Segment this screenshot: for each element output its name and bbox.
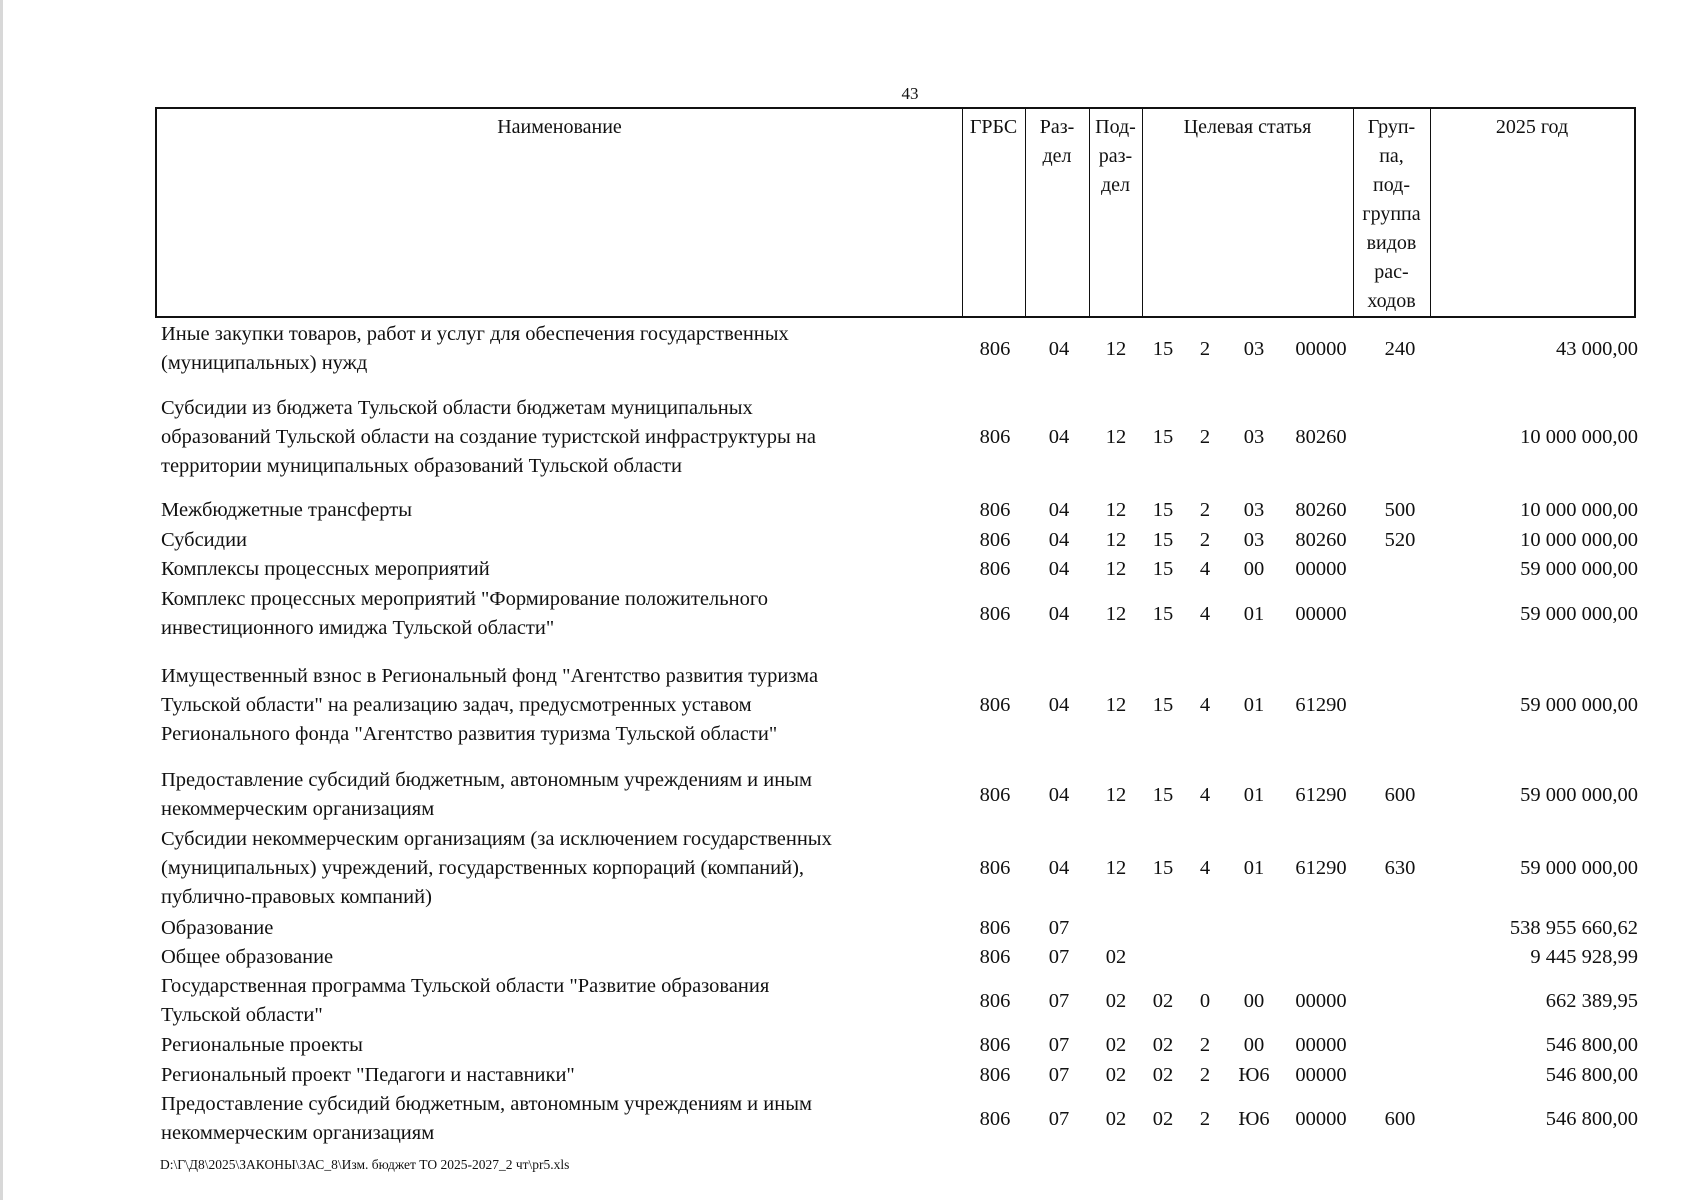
cell-t2: 2 [1199,529,1211,551]
table-row [0,394,1696,481]
cell-amount: 546 800,00 [1545,1107,1638,1130]
cell-grbs: 806 [979,946,1011,968]
cell-rz: 07 [1048,1107,1070,1130]
cell-t2: 2 [1199,1034,1211,1056]
cell-t4: 00000 [1295,337,1347,360]
cell-t3: 01 [1243,694,1265,716]
cell-amount: 59 000 000,00 [1520,857,1638,879]
row-name-line: Тульской области" на реализацию задач, предусмотренных уставом [161,694,752,716]
cell-pr: 02 [1105,1034,1127,1056]
table-row [0,1061,1696,1090]
cell-t4: 00000 [1295,1034,1347,1056]
header-group-line: под- [1373,174,1410,196]
cell-pr: 12 [1105,499,1127,521]
cell-rz: 04 [1048,783,1070,806]
cell-pr: 12 [1105,857,1127,879]
cell-rz: 07 [1048,917,1070,939]
cell-pr: 12 [1105,426,1127,448]
cell-rz: 04 [1048,558,1070,580]
cell-t1: 15 [1152,337,1174,360]
cell-t1: 15 [1152,558,1174,580]
header-group [1353,113,1430,316]
table-row [0,972,1696,1030]
row-name-line: Межбюджетные трансферты [161,499,412,521]
cell-grbs: 806 [979,1107,1011,1130]
table-header [155,107,1636,318]
header-razdel [1025,113,1089,171]
cell-t4: 80260 [1295,426,1347,448]
table-row [0,526,1696,555]
cell-t2: 4 [1199,857,1211,879]
cell-t2: 4 [1199,694,1211,716]
header-razdel-line: дел [1042,145,1072,167]
cell-grbs: 806 [979,1034,1011,1056]
table-row [0,825,1696,912]
cell-pr: 12 [1105,783,1127,806]
cell-vr: 240 [1384,337,1416,360]
cell-grbs: 806 [979,917,1011,939]
cell-vr: 500 [1384,499,1416,521]
cell-rz: 04 [1048,499,1070,521]
row-name [161,555,956,584]
row-name-line: территории муниципальных образований Тульской области [161,455,682,477]
cell-vr: 520 [1384,529,1416,551]
cell-rz: 07 [1048,989,1070,1012]
cell-t3: Ю6 [1238,1064,1270,1086]
cell-rz: 04 [1048,857,1070,879]
cell-t1: 15 [1152,529,1174,551]
cell-amount: 10 000 000,00 [1520,529,1638,551]
cell-t2: 2 [1199,426,1211,448]
cell-t2: 2 [1199,1107,1211,1130]
header-group-line: ходов [1367,290,1416,312]
row-name-line: Предоставление субсидий бюджетным, автономным учреждениям и иным [161,1093,812,1115]
cell-grbs: 806 [979,602,1011,625]
row-name [161,766,956,824]
header-podrazdel-line: Под- [1095,116,1136,138]
row-name-line: Комплексы процессных мероприятий [161,558,490,580]
row-name [161,914,956,943]
cell-t3: 03 [1243,499,1265,521]
header-podrazdel-line: дел [1100,174,1131,196]
row-name-line: (муниципальных) нужд [161,352,368,374]
page-number: 43 [901,84,919,103]
cell-t4: 61290 [1295,857,1347,879]
table-row [0,943,1696,972]
header-group-line: рас- [1374,261,1409,283]
row-name-line: инвестиционного имиджа Тульской области" [161,617,555,639]
row-name-line: Иные закупки товаров, работ и услуг для обеспечения государственных [161,323,789,345]
cell-amount: 662 389,95 [1545,989,1638,1012]
row-name-line: Общее образование [161,946,334,968]
cell-grbs: 806 [979,499,1011,521]
cell-rz: 04 [1048,426,1070,448]
cell-t1: 02 [1152,1064,1174,1086]
header-grbs: ГРБС [969,116,1018,138]
cell-rz: 07 [1048,1034,1070,1056]
cell-t3: 03 [1243,337,1265,360]
cell-t2: 2 [1199,1064,1211,1086]
cell-grbs: 806 [979,426,1011,448]
cell-t4: 80260 [1295,499,1347,521]
cell-t4: 61290 [1295,783,1347,806]
row-name [161,1090,956,1148]
row-name-line: Предоставление субсидий бюджетным, автономным учреждениям и иным [161,769,812,791]
cell-t4: 00000 [1295,1064,1347,1086]
row-name-line: Региональные проекты [161,1034,363,1056]
cell-t3: 03 [1243,529,1265,551]
row-name [161,394,956,481]
cell-t3: 00 [1243,989,1265,1012]
row-name-line: Субсидии [161,529,248,551]
cell-t3: 01 [1243,857,1265,879]
row-name [161,1031,956,1060]
cell-grbs: 806 [979,1064,1011,1086]
file-path-footer: D:\Г\Д8\2025\ЗАКОНЫ\ЗАС_8\Изм. бюджет ТО 2025-2027_2 чт\pr5.xls [160,1157,570,1172]
row-name [161,496,956,525]
row-name-line: Субсидии некоммерческим организациям (за исключением государственных [161,828,832,850]
cell-t4: 00000 [1295,1107,1347,1130]
cell-t3: 01 [1243,783,1265,806]
cell-vr: 630 [1384,857,1416,879]
cell-amount: 538 955 660,62 [1509,917,1638,939]
cell-t1: 15 [1152,783,1174,806]
table-row [0,766,1696,824]
row-name-line: некоммерческим организациям [161,798,435,820]
cell-t2: 0 [1199,989,1211,1012]
table-row [0,1031,1696,1060]
row-name-line: Субсидии из бюджета Тульской области бюджетам муниципальных [161,397,753,419]
cell-t2: 2 [1199,337,1211,360]
table-row [0,585,1696,643]
cell-grbs: 806 [979,337,1011,360]
cell-t3: Ю6 [1238,1107,1270,1130]
row-name [161,1061,956,1090]
row-name-line: (муниципальных) учреждений, государственных корпораций (компаний), [161,857,805,879]
cell-amount: 59 000 000,00 [1520,783,1638,806]
cell-pr: 02 [1105,946,1127,968]
cell-t3: 00 [1243,1034,1265,1056]
cell-pr: 12 [1105,337,1127,360]
cell-t1: 15 [1152,602,1174,625]
cell-pr: 02 [1105,1064,1127,1086]
cell-t1: 15 [1152,499,1174,521]
table-row [0,914,1696,943]
cell-amount: 10 000 000,00 [1520,499,1638,521]
cell-amount: 9 445 928,99 [1530,946,1638,968]
cell-vr: 600 [1384,1107,1416,1130]
cell-grbs: 806 [979,989,1011,1012]
cell-amount: 59 000 000,00 [1520,694,1638,716]
cell-amount: 10 000 000,00 [1520,426,1638,448]
cell-t3: 00 [1243,558,1265,580]
cell-rz: 07 [1048,946,1070,968]
row-name-line: Регионального фонда "Агентство развития туризма Тульской области" [161,723,778,745]
cell-grbs: 806 [979,783,1011,806]
cell-t2: 4 [1199,783,1211,806]
cell-t4: 61290 [1295,694,1347,716]
cell-amount: 43 000,00 [1556,337,1638,360]
header-razdel-line: Раз- [1039,116,1075,138]
table-row [0,662,1696,749]
cell-t1: 02 [1152,1034,1174,1056]
cell-pr: 02 [1105,989,1127,1012]
cell-amount: 546 800,00 [1545,1064,1638,1086]
cell-grbs: 806 [979,694,1011,716]
header-podrazdel [1089,113,1142,200]
cell-pr: 12 [1105,558,1127,580]
cell-pr: 12 [1105,529,1127,551]
cell-grbs: 806 [979,558,1011,580]
row-name [161,662,956,749]
table-row [0,1090,1696,1148]
cell-amount: 546 800,00 [1545,1034,1638,1056]
header-group-line: па, [1379,145,1404,167]
table-row [0,496,1696,525]
row-name-line: Образование [161,917,274,939]
header-name: Наименование [497,116,622,138]
row-name-line: Региональный проект "Педагоги и наставники" [161,1064,575,1086]
header-group-line: Груп- [1367,116,1416,138]
cell-t4: 00000 [1295,989,1347,1012]
row-name-line: некоммерческим организациям [161,1122,435,1144]
header-target: Целевая статья [1183,116,1312,138]
row-name [161,943,956,972]
table-row [0,555,1696,584]
header-podrazdel-line: раз- [1098,145,1133,167]
row-name [161,526,956,555]
row-name-line: Государственная программа Тульской области "Развитие образования [161,975,770,997]
cell-rz: 07 [1048,1064,1070,1086]
cell-rz: 04 [1048,602,1070,625]
table-row [0,320,1696,378]
header-group-line: видов [1366,232,1417,254]
cell-t3: 03 [1243,426,1265,448]
cell-t2: 4 [1199,558,1211,580]
cell-rz: 04 [1048,529,1070,551]
cell-t1: 02 [1152,989,1174,1012]
cell-pr: 12 [1105,694,1127,716]
row-name-line: публично-правовых компаний) [161,886,432,908]
cell-vr: 600 [1384,783,1416,806]
cell-t1: 15 [1152,694,1174,716]
row-name [161,320,956,378]
row-name [161,972,956,1030]
row-name [161,825,956,912]
header-year: 2025 год [1495,116,1569,138]
cell-t2: 2 [1199,499,1211,521]
cell-t2: 4 [1199,602,1211,625]
cell-t3: 01 [1243,602,1265,625]
cell-t4: 00000 [1295,558,1347,580]
header-group-line: группа [1362,203,1421,225]
cell-amount: 59 000 000,00 [1520,602,1638,625]
cell-rz: 04 [1048,694,1070,716]
cell-grbs: 806 [979,529,1011,551]
cell-amount: 59 000 000,00 [1520,558,1638,580]
cell-pr: 12 [1105,602,1127,625]
cell-rz: 04 [1048,337,1070,360]
row-name-line: Имущественный взнос в Региональный фонд "Агентство развития туризма [161,665,819,687]
row-name [161,585,956,643]
row-name-line: образований Тульской области на создание туристской инфраструктуры на [161,426,816,448]
cell-t4: 00000 [1295,602,1347,625]
row-name-line: Тульской области" [161,1004,323,1026]
cell-t1: 02 [1152,1107,1174,1130]
cell-grbs: 806 [979,857,1011,879]
cell-pr: 02 [1105,1107,1127,1130]
cell-t4: 80260 [1295,529,1347,551]
cell-t1: 15 [1152,426,1174,448]
row-name-line: Комплекс процессных мероприятий "Формирование положительного [161,588,768,610]
cell-t1: 15 [1152,857,1174,879]
